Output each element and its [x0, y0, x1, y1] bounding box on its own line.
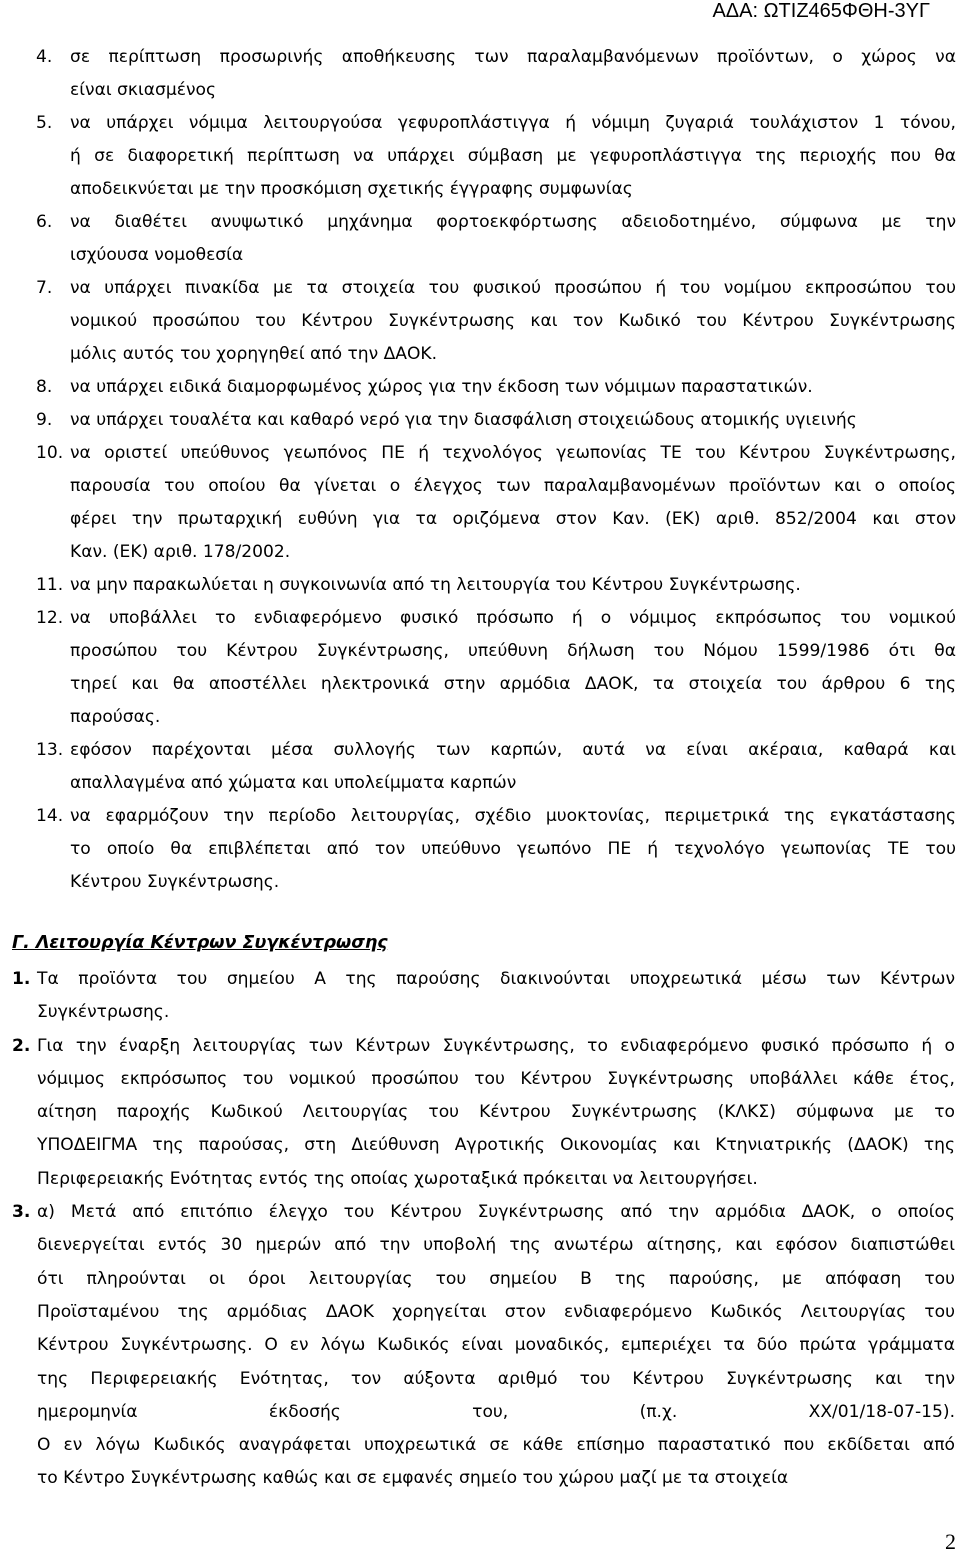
item-text-line: να υπάρχει τουαλέτα και καθαρό νερό για την διασφάλιση στοιχειώδους ατομικής υγιεινής: [70, 410, 857, 430]
item-number: 13.: [36, 740, 64, 760]
list-item: [0, 404, 956, 437]
item-text-line: να οριστεί υπεύθυνος γεωπόνος ΠΕ ή τεχνολόγος γεωπονίας ΤΕ του Κέντρου Συγκέντρωσης,: [70, 443, 956, 463]
item-text-line: να υποβάλλει το ενδιαφερόμενο φυσικό πρόσωπο ή ο νόμιμος εκπρόσωπος του νομικού: [70, 608, 956, 628]
item-text-line: να διαθέτει ανυψωτικό μηχάνημα φορτοεκφόρτωσης αδειοδοτημένο, σύμφωνα με την: [70, 212, 956, 232]
item-text-line: να υπάρχει νόμιμα λειτουργούσα γεφυροπλάστιγγα ή νόμιμη ζυγαριά τουλάχιστον 1 τόνου,: [70, 113, 956, 133]
item-text-line: μόλις αυτός του χορηγηθεί από την ΔΑΟΚ.: [70, 344, 438, 364]
item-text-line: Ο εν λόγω Κωδικός αναγράφεται υποχρεωτικά σε κάθε επίσημο παραστατικό που εκδίδεται από: [37, 1435, 955, 1456]
item-text-line: νομικού προσώπου του Κέντρου Συγκέντρωσης και τον Κωδικό του Κέντρου Συγκέντρωσης: [70, 311, 956, 331]
item-number: 12.: [36, 608, 64, 628]
item-text-line: ΥΠΟΔΕΙΓΜΑ της παρούσας, στη Διεύθυνση Αγροτικής Οικονομίας και Κτηνιατρικής (ΔΑΟΚ) της: [37, 1135, 955, 1156]
list-item: [0, 107, 956, 206]
item-text-line: ότι πληρούνται οι όροι λειτουργίας του σημείου Β της παρούσης, με απόφαση του: [37, 1268, 955, 1289]
item-number: 4.: [36, 47, 53, 67]
item-text-line: α) Μετά από επιτόπιο έλεγχο του Κέντρου Συγκέντρωσης από την αρμόδια ΔΑΟΚ, ο οποίος: [37, 1202, 955, 1223]
item-text-line: φέρει την πρωταρχική ευθύνη για τα οριζόμενα στον Καν. (ΕΚ) αριθ. 852/2004 και στον: [70, 509, 956, 529]
item-number: 3.: [12, 1202, 31, 1223]
item-number: 1.: [12, 969, 31, 989]
item-text-line: Κέντρου Συγκέντρωσης.: [70, 872, 280, 892]
item-number: 5.: [36, 113, 53, 133]
item-number: 10.: [36, 443, 64, 463]
item-number: 2.: [12, 1035, 31, 1056]
item-text-line: ημερομηνία έκδοσής του, (π.χ. ΧΧ/01/18-07-15).: [37, 1401, 955, 1422]
item-text-line: ισχύουσα νομοθεσία: [70, 245, 244, 265]
requirements-list: [0, 41, 960, 899]
item-number: 11.: [36, 575, 64, 595]
item-text-line: να εφαρμόζουν την περίοδο λειτουργίας, σχέδιο μυοκτονίας, περιμετρικά της εγκατάστασης: [70, 806, 956, 826]
section-heading: Γ. Λειτουργία Κέντρων Συγκέντρωσης: [12, 933, 388, 953]
list-item: [0, 800, 956, 899]
item-text-line: της Περιφερειακής Ενότητας, τον αύξοντα αριθμό του Κέντρου Συγκέντρωσης και την: [37, 1368, 955, 1389]
item-text-line: είναι σκιασμένος: [70, 80, 217, 100]
item-text-line: απαλλαγμένα από χώματα και υπολείμματα καρπών: [70, 773, 517, 793]
item-text-line: το οποίο θα επιβλέπεται από τον υπεύθυνο γεωπόνο ΠΕ ή τεχνολόγο γεωπονίας ΤΕ του: [70, 839, 956, 859]
item-text-line: να υπάρχει πινακίδα με τα στοιχεία του φυσικού προσώπου ή του νομίμου εκπροσώπου του: [70, 278, 956, 298]
page-number: 2: [945, 1529, 956, 1554]
item-text-line: παρουσία του οποίου θα γίνεται ο έλεγχος των παραλαμβανομένων προϊόντων και ο οποίος: [70, 476, 956, 496]
item-text-line: προσώπου του Κέντρου Συγκέντρωσης, υπεύθυνη δήλωση του Νόμου 1599/1986 ότι θα: [70, 641, 956, 661]
list-item: [0, 602, 956, 734]
item-text-line: αποδεικνύεται με την προσκόμιση σχετικής έγγραφης συμφωνίας: [70, 179, 633, 199]
item-text-line: Για την έναρξη λειτουργίας των Κέντρων Συγκέντρωσης, το ενδιαφερόμενο φυσικό πρόσωπο ή ο: [37, 1035, 955, 1056]
list-item: [0, 963, 955, 1030]
item-text-line: Περιφερειακής Ενότητας εντός της οποίας χωροταξικά πρόκειται να λειτουργήσει.: [37, 1168, 758, 1189]
ada-code: ΑΔΑ: ΩΤΙΖ465ΦΘΗ-3ΥΓ: [712, 0, 930, 22]
list-item: [0, 437, 956, 569]
item-text-line: σε περίπτωση προσωρινής αποθήκευσης των παραλαμβανόμενων προϊόντων, ο χώρος να: [70, 47, 956, 67]
item-text-line: να υπάρχει ειδικά διαμορφωμένος χώρος για την έκδοση των νόμιμων παραστατικών.: [70, 377, 813, 397]
item-text-line: ή σε διαφορετική περίπτωση να υπάρχει σύμβαση με γεφυροπλάστιγγα της περιοχής που θα: [70, 146, 956, 166]
item-text-line: Τα προϊόντα του σημείου Α της παρούσης διακινούνται υποχρεωτικά μέσω των Κέντρων: [37, 969, 955, 989]
item-text-line: παρούσας.: [70, 707, 161, 727]
item-text-line: αίτηση παροχής Κωδικού Λειτουργίας του Κέντρου Συγκέντρωσης (ΚΛΚΣ) σύμφωνα με το: [37, 1102, 955, 1123]
item-text-line: Συγκέντρωσης.: [37, 1002, 170, 1023]
list-item: [0, 1030, 955, 1196]
item-number: 9.: [36, 410, 53, 430]
item-text-line: τηρεί και θα αποστέλλει ηλεκτρονικά στην αρμόδια ΔΑΟΚ, τα στοιχεία του άρθρου 6 της: [70, 674, 956, 694]
list-item: [0, 734, 956, 800]
item-number: 6.: [36, 212, 53, 232]
list-item: [0, 371, 956, 404]
item-text-line: να μην παρακωλύεται η συγκοινωνία από τη λειτουργία του Κέντρου Συγκέντρωσης.: [70, 575, 801, 595]
list-item: [0, 569, 956, 602]
item-text-line: εφόσον παρέχονται μέσα συλλογής των καρπών, αυτά να είναι ακέραια, καθαρά και: [70, 740, 956, 760]
item-text-line: διενεργείται εντός 30 ημερών από την υποβολή της ανωτέρω αίτησης, και εφόσον διαπιστώθει: [37, 1235, 955, 1256]
list-item: [0, 272, 956, 371]
list-item: [0, 206, 956, 272]
item-text-line: Κέντρου Συγκέντρωσης. Ο εν λόγω Κωδικός είναι μοναδικός, εμπεριέχει τα δύο πρώτα γράμματα: [37, 1335, 955, 1356]
list-item: [0, 41, 956, 107]
item-number: 14.: [36, 806, 64, 826]
item-text-line: Προϊσταμένου της αρμόδιας ΔΑΟΚ χορηγείται στον ενδιαφερόμενο Κωδικός Λειτουργίας του: [37, 1301, 955, 1322]
item-text-line: το Κέντρο Συγκέντρωσης καθώς και σε εμφανές σημείο του χώρου μαζί με τα στοιχεία: [37, 1468, 789, 1489]
operation-list: [0, 963, 960, 1496]
item-number: 7.: [36, 278, 53, 298]
item-number: 8.: [36, 377, 53, 397]
item-text-line: νόμιμος εκπρόσωπος του νομικού προσώπου του Κέντρου Συγκέντρωσης υποβάλλει κάθε έτος,: [37, 1068, 955, 1089]
list-item: [0, 1196, 955, 1496]
item-text-line: Καν. (ΕΚ) αριθ. 178/2002.: [70, 542, 291, 562]
